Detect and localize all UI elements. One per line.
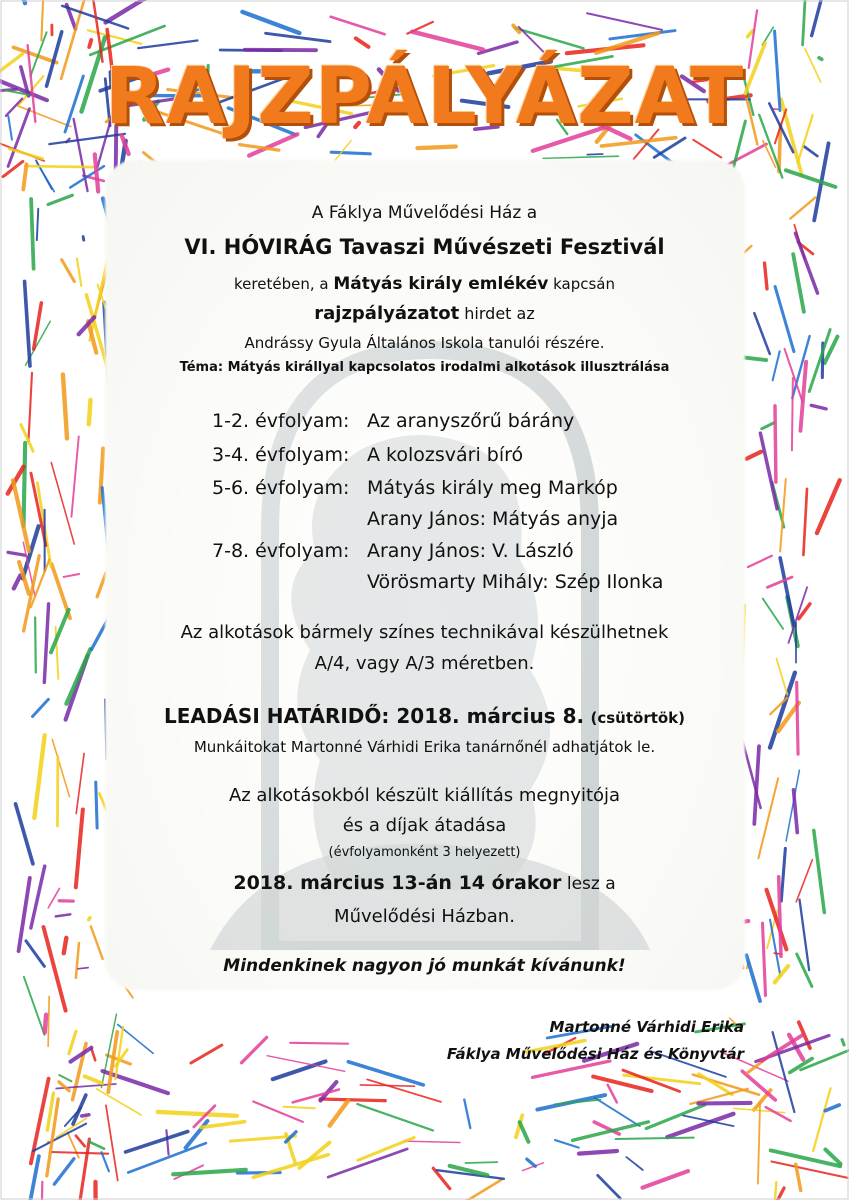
exhibition-line-3: (évfolyamonként 3 helyezett) — [328, 845, 521, 860]
exhibition-date-line — [100, 872, 749, 894]
grade-label: 5-6. évfolyam: — [212, 477, 350, 499]
theme-line: Téma: Mátyás királlyal kapcsolatos irodalmi alkotások illusztrálása — [179, 360, 670, 375]
intro-line-audience: Andrássy Gyula Általános Iskola tanulói részére. — [244, 334, 605, 352]
exhibition-date: 2018. március 13-án 14 órakor — [233, 872, 562, 894]
exhibition-place: Művelődési Házban. — [334, 906, 515, 927]
deadline-label: LEADÁSI HATÁRIDŐ: 2018. március 8. — [163, 704, 585, 728]
grade-work: Mátyás király meg Markóp — [367, 477, 618, 499]
occasion-prefix: keretében, a — [234, 275, 334, 293]
grade-work: Az aranyszőrű bárány — [367, 410, 575, 432]
page-title: RAJZPÁLYÁZAT — [104, 52, 745, 142]
technique-line-1: Az alkotások bármely színes technikával készülhetnek — [180, 622, 669, 643]
grade-work: Arany János: Mátyás anyja — [367, 508, 619, 530]
grade-work: A kolozsvári bíró — [367, 444, 524, 466]
exhibition-date-suffix: lesz a — [561, 874, 616, 894]
intro-line-organizer: A Fáklya Művelődési Ház a — [311, 203, 538, 223]
deadline-note: Munkáitokat Martonné Várhidi Erika tanárnőnél adhatjátok le. — [193, 738, 656, 756]
grade-label: 3-4. évfolyam: — [212, 444, 350, 466]
grade-label: 1-2. évfolyam: — [212, 410, 350, 432]
grade-work: Arany János: V. László — [367, 540, 574, 562]
exhibition-line-2: és a díjak átadása — [342, 815, 507, 836]
occasion-suffix: kapcsán — [548, 275, 615, 293]
announce-suffix: hirdet az — [459, 304, 535, 323]
closing-wish: Mindenkinek nagyon jó munkát kívánunk! — [223, 956, 626, 976]
exhibition-line-1: Az alkotásokból készült kiállítás megnyitója — [228, 785, 621, 806]
technique-line-2: A/4, vagy A/3 méretben. — [314, 653, 535, 674]
festival-name: VI. HÓVIRÁG Tavaszi Művészeti Fesztivál — [184, 235, 665, 259]
grade-work: Vörösmarty Mihály: Szép Ilonka — [367, 571, 664, 593]
grade-label: 7-8. évfolyam: — [212, 540, 350, 562]
memorial-year: Mátyás király emlékév — [333, 274, 549, 294]
deadline-line — [100, 704, 749, 728]
signature-name: Martonné Várhidi Erika — [549, 1018, 744, 1036]
contest-word: rajzpályázatot — [314, 303, 460, 324]
deadline-day: (csütörtök) — [590, 709, 686, 727]
signature-organization: Fáklya Művelődési Ház és Könyvtár — [446, 1045, 744, 1063]
